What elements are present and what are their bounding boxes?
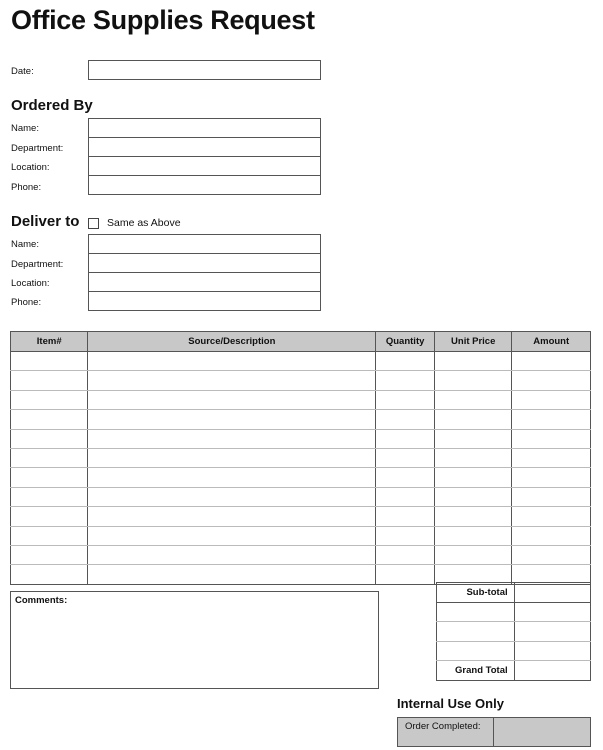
unit-price-cell[interactable] [435, 545, 512, 564]
column-header-quantity: Quantity [376, 332, 435, 352]
deliver-to-phone-field[interactable] [88, 291, 321, 311]
unit-price-cell[interactable] [435, 526, 512, 545]
unit-price-cell[interactable] [435, 352, 512, 371]
amount-cell[interactable] [512, 487, 591, 506]
column-header-unit-price: Unit Price [435, 332, 512, 352]
description-cell[interactable] [88, 487, 376, 506]
item-cell[interactable] [11, 448, 88, 467]
item-cell[interactable] [11, 468, 88, 487]
description-cell[interactable] [88, 429, 376, 448]
item-cell[interactable] [11, 545, 88, 564]
description-cell[interactable] [88, 371, 376, 390]
item-cell[interactable] [11, 565, 88, 584]
description-cell[interactable] [88, 448, 376, 467]
quantity-cell[interactable] [376, 545, 435, 564]
ordered-by-phone-field[interactable] [88, 175, 321, 195]
amount-cell[interactable] [512, 390, 591, 409]
totals-value[interactable] [514, 622, 590, 642]
column-header-amount: Amount [512, 332, 591, 352]
deliver-to-heading: Deliver to [11, 213, 80, 230]
amount-cell[interactable] [512, 371, 591, 390]
item-cell[interactable] [11, 352, 88, 371]
table-row [11, 545, 591, 564]
unit-price-cell[interactable] [435, 390, 512, 409]
table-row [11, 468, 591, 487]
date-field[interactable] [88, 60, 321, 80]
amount-cell[interactable] [512, 468, 591, 487]
deliver-to-phone-label: Phone: [11, 297, 42, 308]
ordered-by-department-label: Department: [11, 143, 64, 154]
ordered-by-location-field[interactable] [88, 156, 321, 176]
date-label: Date: [11, 66, 34, 77]
description-cell[interactable] [88, 468, 376, 487]
comments-label: Comments: [15, 595, 68, 606]
quantity-cell[interactable] [376, 371, 435, 390]
deliver-to-department-field[interactable] [88, 253, 321, 273]
table-row [11, 448, 591, 467]
description-cell[interactable] [88, 545, 376, 564]
quantity-cell[interactable] [376, 565, 435, 584]
item-cell[interactable] [11, 429, 88, 448]
description-cell[interactable] [88, 390, 376, 409]
unit-price-cell[interactable] [435, 429, 512, 448]
description-cell[interactable] [88, 352, 376, 371]
table-row [11, 526, 591, 545]
quantity-cell[interactable] [376, 487, 435, 506]
same-as-above-checkbox[interactable] [88, 218, 99, 229]
table-row [11, 487, 591, 506]
item-cell[interactable] [11, 390, 88, 409]
quantity-cell[interactable] [376, 429, 435, 448]
comments-box[interactable] [10, 591, 379, 689]
amount-cell[interactable] [512, 352, 591, 371]
unit-price-cell[interactable] [435, 371, 512, 390]
description-cell[interactable] [88, 526, 376, 545]
description-cell[interactable] [88, 507, 376, 526]
totals-table [436, 582, 591, 681]
totals-value[interactable] [514, 641, 590, 661]
item-cell[interactable] [11, 410, 88, 429]
unit-price-cell[interactable] [435, 448, 512, 467]
item-cell[interactable] [11, 507, 88, 526]
subtotal-label: Sub-total [437, 583, 515, 603]
table-row [11, 507, 591, 526]
deliver-to-fields [88, 234, 321, 311]
totals-value[interactable] [514, 602, 590, 622]
amount-cell[interactable] [512, 545, 591, 564]
table-row [11, 390, 591, 409]
table-row [11, 429, 591, 448]
totals-row [437, 641, 515, 661]
deliver-to-location-field[interactable] [88, 272, 321, 292]
ordered-by-fields [88, 118, 321, 195]
quantity-cell[interactable] [376, 448, 435, 467]
order-completed-label: Order Completed: [397, 717, 494, 747]
amount-cell[interactable] [512, 429, 591, 448]
description-cell[interactable] [88, 410, 376, 429]
quantity-cell[interactable] [376, 507, 435, 526]
item-cell[interactable] [11, 371, 88, 390]
deliver-to-name-label: Name: [11, 239, 39, 250]
quantity-cell[interactable] [376, 526, 435, 545]
table-row [11, 410, 591, 429]
amount-cell[interactable] [512, 448, 591, 467]
amount-cell[interactable] [512, 507, 591, 526]
ordered-by-name-field[interactable] [88, 118, 321, 138]
items-table [10, 331, 591, 585]
grand-total-value[interactable] [514, 661, 590, 681]
amount-cell[interactable] [512, 410, 591, 429]
ordered-by-heading: Ordered By [11, 97, 93, 114]
totals-row [437, 602, 515, 622]
table-row [11, 371, 591, 390]
unit-price-cell[interactable] [435, 487, 512, 506]
page-title: Office Supplies Request [11, 5, 315, 35]
column-header-item: Item# [11, 332, 88, 352]
description-cell[interactable] [88, 565, 376, 584]
column-header-description: Source/Description [88, 332, 376, 352]
unit-price-cell[interactable] [435, 507, 512, 526]
table-row [11, 352, 591, 371]
quantity-cell[interactable] [376, 390, 435, 409]
deliver-to-name-field[interactable] [88, 234, 321, 254]
grand-total-label: Grand Total [437, 661, 515, 681]
amount-cell[interactable] [512, 526, 591, 545]
quantity-cell[interactable] [376, 352, 435, 371]
unit-price-cell[interactable] [435, 410, 512, 429]
same-as-above-label: Same as Above [107, 217, 181, 229]
unit-price-cell[interactable] [435, 468, 512, 487]
ordered-by-phone-label: Phone: [11, 182, 42, 193]
subtotal-value[interactable] [514, 583, 590, 603]
deliver-to-location-label: Location: [11, 278, 50, 289]
deliver-to-department-label: Department: [11, 259, 64, 270]
quantity-cell[interactable] [376, 410, 435, 429]
order-completed-field[interactable] [493, 717, 591, 747]
items-table-body [11, 352, 591, 585]
ordered-by-department-field[interactable] [88, 137, 321, 157]
totals-row [437, 622, 515, 642]
internal-use-heading: Internal Use Only [397, 696, 504, 711]
ordered-by-location-label: Location: [11, 162, 50, 173]
item-cell[interactable] [11, 487, 88, 506]
item-cell[interactable] [11, 526, 88, 545]
quantity-cell[interactable] [376, 468, 435, 487]
ordered-by-name-label: Name: [11, 123, 39, 134]
